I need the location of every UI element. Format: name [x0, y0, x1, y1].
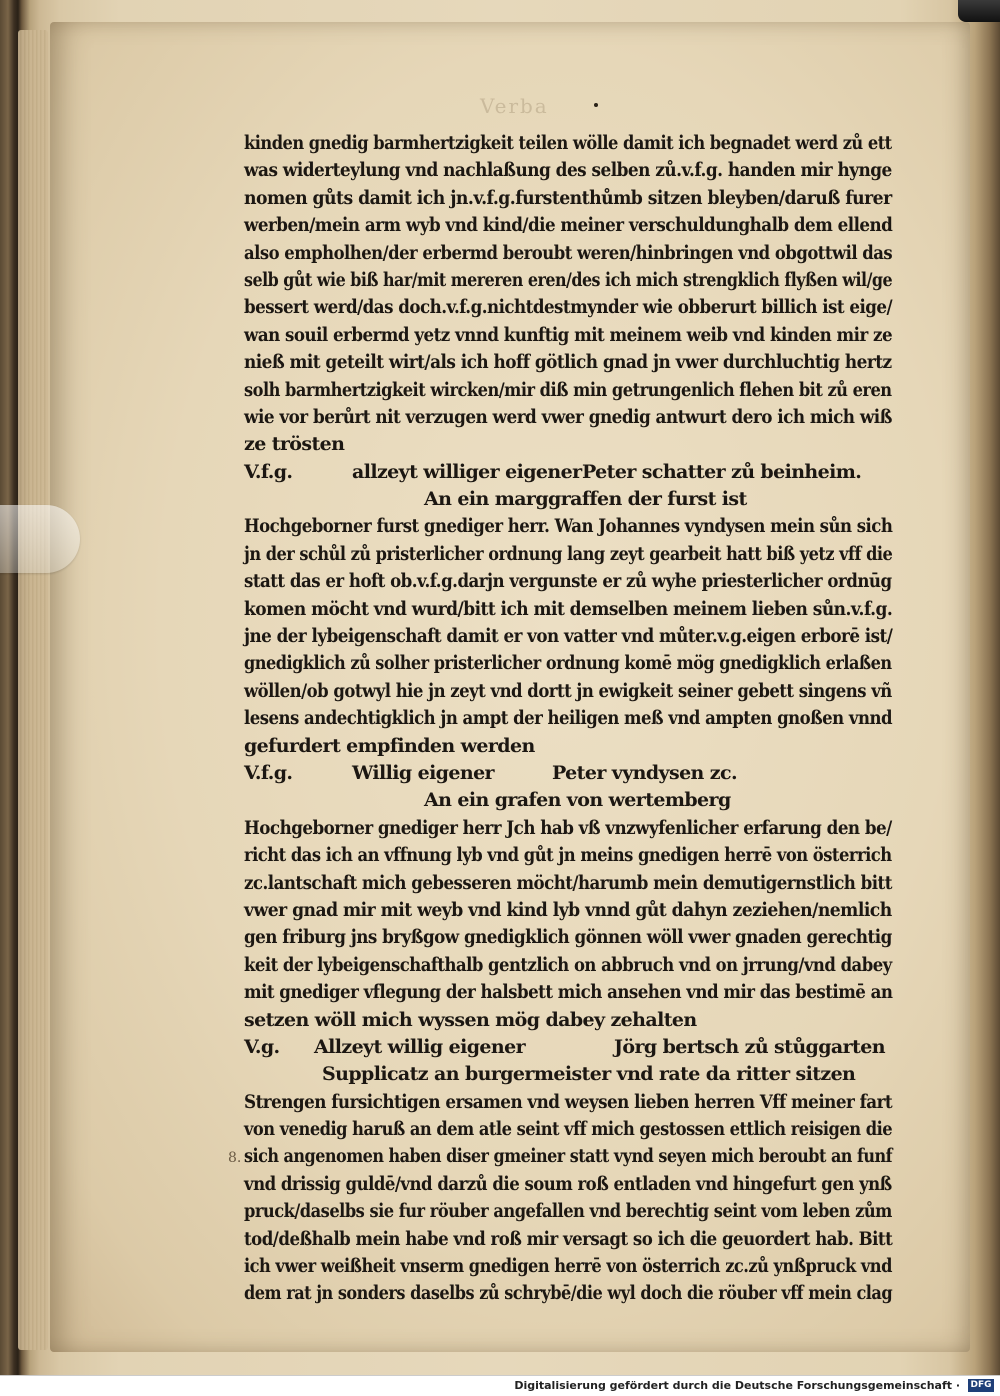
- signature-closing: allzeyt williger eigener: [352, 460, 582, 483]
- text-line: jne der lybeigenschaft damit er von vatter vnd můter.v.g.eigen erborē ist/: [244, 625, 893, 648]
- text-line: richt das ich an vffnung lyb vnd gůt jn meins gnedigen herrē von österrich: [244, 844, 892, 867]
- text-line: sich angenomen haben diser gmeiner statt vynd seyen mich beroubt an funf: [244, 1145, 893, 1168]
- footer-bar: [0, 1375, 1000, 1396]
- text-line: tod/deßhalb mein habe vnd roß mir versagt so ich die geuordert hab. Bitt: [244, 1227, 893, 1250]
- text-line: bessert werd/das doch.v.f.g.nichtdestmynder wie obberurt billich ist eige/: [244, 296, 893, 319]
- text-line: pruck/daselbs sie fur röuber angefallen vnd berechtig seint vom leben zům: [244, 1200, 892, 1223]
- signature-name: Peter schatter zů beinheim.: [582, 460, 862, 483]
- document-text: [244, 130, 892, 1308]
- signature-2: [244, 760, 892, 787]
- signature-closing: Willig eigener: [352, 761, 494, 784]
- text-line: vwer gnad mir mit weyb vnd kind lyb vnnd gůt dahyn zeziehen/nemlich: [244, 898, 892, 921]
- text-line: gen friburg jns bryßgow gnedigklich gönnen wöll vwer gnaden gerechtig: [244, 926, 892, 949]
- text-line: nomen gůts damit ich jn.v.f.g.furstenthůmb sitzen bleyben/daruß furer: [244, 186, 892, 209]
- text-line: solh barmhertzigkeit wircken/mir diß min getrungenlich flehen bit zů eren: [244, 378, 892, 401]
- text-line: gnedigklich zů solher pristerlicher ordnung komē mög gnedigklich erlaßen: [244, 652, 892, 675]
- page-clip: [0, 505, 80, 573]
- text-line: ich vwer weißheit vnserm gnedigen herrē von österrich zc.zů ynßpruck vnd: [244, 1255, 892, 1278]
- text-line: jn der schůl zů pristerlicher ordnung lang zeyt gearbeit hatt biß yetz vff die: [244, 542, 893, 565]
- text-line: Hochgeborner gnediger herr Jch hab vß vnzwyfenlicher erfarung den be/: [244, 816, 892, 839]
- letter-heading-4: Supplicatz an burgermeister vnd rate da ritter sitzen: [322, 1063, 856, 1086]
- text-line: wöllen/ob gotwyl hie jn zeyt vnd dortt jn ewigkeit seiner gebett singens vñ: [244, 679, 892, 702]
- signature-abbr: V.f.g.: [244, 460, 293, 483]
- text-line: gefurdert empfinden werden: [244, 734, 535, 757]
- text-line: von venedig haruß an dem atle seint vff mich gestossen ettlich reisigen die: [244, 1118, 893, 1141]
- text-line: vnd drissig guldē/vnd darzů die soum roß entladen vnd hingefurt gen ynß: [244, 1172, 892, 1195]
- text-line: also empholhen/der erbermd beroubt weren/hinbringen vnd obgottwil das: [244, 241, 893, 264]
- signature-closing: Allzeyt willig eigener: [314, 1035, 526, 1058]
- text-line: wie vor berůrt nit verzugen werd vwer gnedig antwurt dero ich mich wiß: [244, 405, 892, 428]
- text-line: ze trösten: [244, 433, 345, 456]
- text-line: zc.lantschaft mich gebesseren möcht/harumb mein demutigernstlich bitt: [244, 871, 892, 894]
- text-line: setzen wöll mich wyssen mög dabey zehalten: [244, 1008, 697, 1031]
- signature-name: Jörg bertsch zů stůggarten: [614, 1035, 885, 1058]
- margin-mark: 8.: [228, 1150, 242, 1166]
- signature-3: [244, 1034, 892, 1061]
- text-line: dem rat jn sonders daselbs zů schrybē/die wyl doch die röuber vff mein clag: [244, 1282, 893, 1305]
- text-line: selb gůt wie biß har/mit mereren eren/des ich mich strengklich flyßen wil/ge: [244, 268, 893, 291]
- clasp: [958, 0, 1000, 22]
- text-line: wan souil erbermd yetz vnnd kunftig mit meinem weib vnd kinden mir ze: [244, 323, 893, 346]
- text-line: Strengen fursichtigen ersamen vnd weysen lieben herren Vff meiner fart: [244, 1090, 893, 1113]
- text-line: nieß mit geteilt wirt/als ich hoff götlich gnad jn vwer durchluchtig hertz: [244, 351, 892, 374]
- text-line: keit der lybeigenschafthalb gentzlich on abbruch vnd on jrrung/vnd dabey: [244, 953, 892, 976]
- letter-heading-3: An ein grafen von wertemberg: [424, 789, 731, 812]
- text-line: Hochgeborner furst gnediger herr. Wan Johannes vyndysen mein sůn sich: [244, 515, 893, 538]
- text-line: kinden gnedig barmhertzigkeit teilen wölle damit ich begnadet werd zů ett: [244, 132, 892, 154]
- text-line: was widerteylung vnd nachlaßung des selben zů.v.f.g. handen mir hynge: [244, 159, 892, 182]
- page-edges: [18, 30, 48, 1350]
- dfg-logo: DFG: [968, 1379, 994, 1392]
- show-through-heading: Verba: [480, 94, 549, 118]
- funding-notice: Digitalisierung gefördert durch die Deutsche Forschungsgemeinschaft ·: [514, 1379, 960, 1392]
- text-line: mit gnediger vflegung der halsbett mich ansehen vnd mir das bestimē an: [244, 981, 893, 1004]
- letter-heading-2: An ein marggraffen der furst ist: [424, 488, 747, 511]
- signature-abbr: V.f.g.: [244, 761, 293, 784]
- text-line: lesens andechtigklich jn ampt der heiligen meß vnd ampten gnoßen vnnd: [244, 707, 892, 730]
- page-dot: [594, 103, 598, 107]
- text-line: komen möcht vnd wurd/bitt ich mit demselben meinem lieben sůn.v.f.g.: [244, 597, 893, 620]
- signature-name: Peter vyndysen zc.: [552, 761, 737, 784]
- text-line: statt das er hoft ob.v.f.g.darjn vergunste er zů wyhe priesterlicher ordnūg: [244, 570, 892, 593]
- signature-1: [244, 459, 892, 486]
- signature-abbr: V.g.: [244, 1035, 280, 1058]
- text-line: werben/mein arm wyb vnd kind/die meiner verschuldunghalb dem ellend: [244, 214, 893, 237]
